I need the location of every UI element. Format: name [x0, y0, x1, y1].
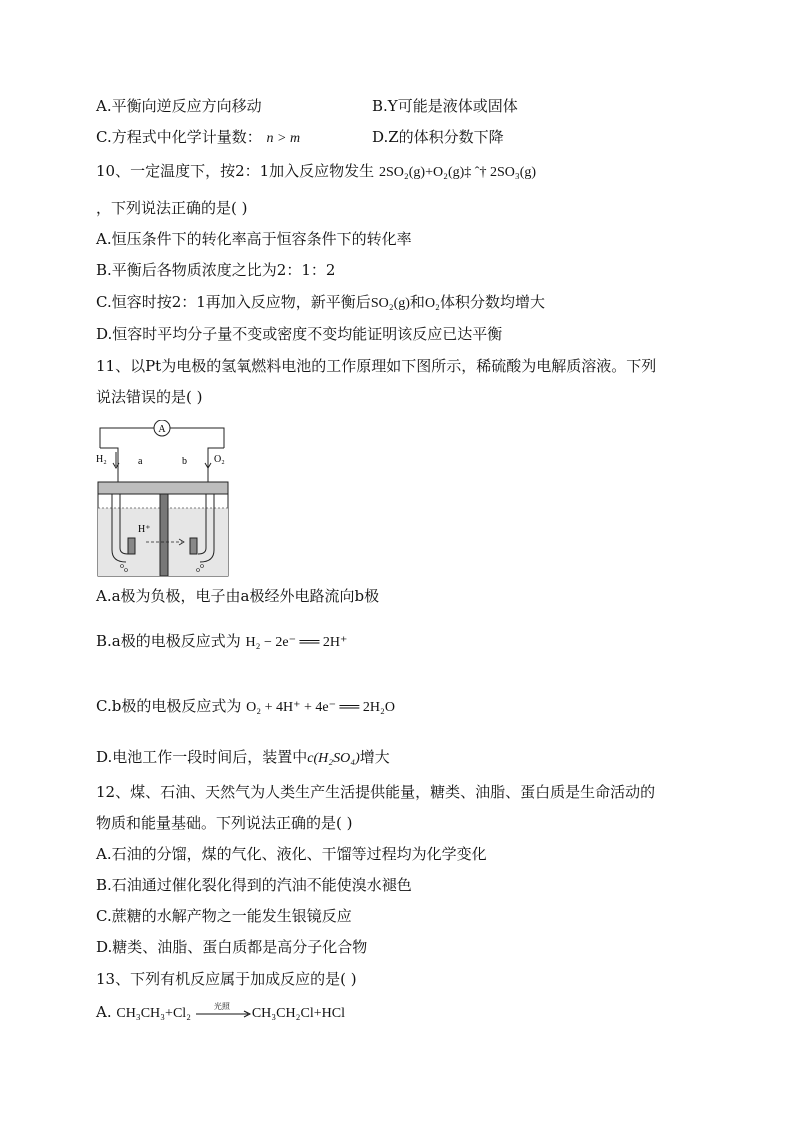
- q13-stem: 13、下列有机反应属于加成反应的是( ): [96, 970, 357, 988]
- wire-right: [170, 428, 224, 448]
- cell-lid: [98, 482, 228, 494]
- o2-label: O₂: [214, 454, 225, 465]
- q9-option-c-expr: n > m: [266, 131, 301, 146]
- q10-option-a: A.恒压条件下的转化率高于恒容条件下的转化率: [96, 230, 412, 248]
- q12-option-b: B.石油通过催化裂化得到的汽油不能使溴水褪色: [96, 876, 412, 894]
- q9-option-b: B.Y可能是液体或固体: [372, 97, 518, 115]
- electrode-a-label: a: [138, 456, 143, 467]
- q13-option-a-products: CH₃CH₂Cl+HCl: [251, 1006, 345, 1021]
- reaction-condition: 光照: [213, 1002, 230, 1011]
- q11-option-c: [96, 696, 395, 718]
- q11-stem-line2: 说法错误的是( ): [96, 388, 203, 406]
- fuel-cell-diagram: [96, 420, 236, 580]
- q13-option-a-label: A.: [96, 1003, 112, 1021]
- q9-option-c: [96, 127, 300, 149]
- q12-option-d: D.糖类、油脂、蛋白质都是高分子化合物: [96, 938, 368, 956]
- q9-option-d: D.Z的体积分数下降: [372, 128, 504, 146]
- q10-stem-cont: ，下列说法正确的是( ): [96, 199, 248, 217]
- q10-option-c-text1: C.恒容时按2：1再加入反应物，新平衡后: [96, 293, 371, 311]
- q12-option-a: A.石油的分馏，煤的气化、液化、干馏等过程均为化学变化: [96, 845, 487, 863]
- q10-option-d: D.恒容时平均分子量不变或密度不变均能证明该反应已达平衡: [96, 325, 503, 343]
- electrode-b: [190, 538, 197, 554]
- q11-option-d-expr: c(H₂SO₄): [307, 751, 360, 766]
- q10-option-c-so2: SO₂(g): [370, 296, 410, 311]
- q10-option-c-text2: 和: [409, 293, 425, 311]
- proton-membrane: [160, 494, 168, 576]
- q12-stem-line1: 12、煤、石油、天然气为人类生产生活提供能量，糖类、油脂、蛋白质是生命活动的: [96, 783, 656, 801]
- q11-stem-line1: 11、以Pt为电极的氢氧燃料电池的工作原理如下图所示，稀硫酸为电解质溶液。下列: [96, 357, 657, 375]
- q10-stem: [96, 161, 536, 183]
- q11-option-d-suffix: 增大: [359, 748, 390, 766]
- q11-option-c-text: C.b极的电极反应式为: [96, 697, 242, 715]
- q11-option-d: [96, 747, 390, 769]
- q13-option-a: [96, 1002, 345, 1024]
- q11-option-b-equation: H₂ − 2e⁻ ══ 2H⁺: [245, 635, 348, 650]
- electrode-b-label: b: [182, 456, 187, 467]
- h2-label: H₂: [96, 454, 107, 465]
- q11-option-a: A.a极为负极，电子由a极经外电路流向b极: [96, 587, 380, 605]
- q9-option-c-text: C.方程式中化学计量数：: [96, 128, 262, 146]
- q12-stem-line2: 物质和能量基础。下列说法正确的是( ): [96, 814, 353, 832]
- q10-option-c: [96, 292, 545, 314]
- q11-option-d-text: D.电池工作一段时间后，装置中: [96, 748, 308, 766]
- q10-option-b: B.平衡后各物质浓度之比为2：1：2: [96, 261, 336, 279]
- arrow-right-icon: [196, 1009, 252, 1019]
- q13-option-a-reactants: CH₃CH₃+Cl₂: [116, 1006, 192, 1021]
- electrode-a: [128, 538, 135, 554]
- hplus-label: H⁺: [138, 524, 151, 535]
- q10-equation: 2SO₂(g)+O₂(g)‡ ˆ† 2SO₃(g): [378, 165, 537, 180]
- q11-option-c-equation: O₂ + 4H⁺ + 4e⁻ ══ 2H₂O: [246, 700, 395, 715]
- q9-option-a: A.平衡向逆反应方向移动: [96, 97, 262, 115]
- q12-option-c: C.蔗糖的水解产物之一能发生银镜反应: [96, 907, 352, 925]
- q10-option-c-o2: O₂: [424, 296, 440, 311]
- q10-stem-text: 10、一定温度下，按2：1加入反应物发生: [96, 162, 375, 180]
- q10-option-c-text3: 体积分数均增大: [439, 293, 545, 311]
- wire-left: [100, 428, 154, 448]
- q11-option-b-text: B.a极的电极反应式为: [96, 632, 241, 650]
- q11-option-b: [96, 631, 347, 653]
- reaction-arrow: [196, 1003, 252, 1017]
- ammeter-label: A: [158, 424, 166, 435]
